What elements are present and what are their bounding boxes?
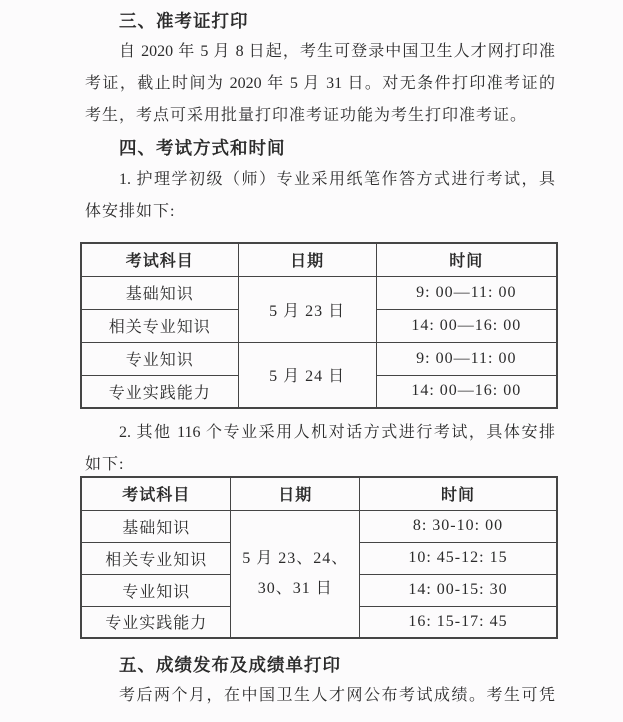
date-line: 30、31 日 <box>257 579 333 597</box>
subject-cell: 专业知识 <box>81 574 231 606</box>
subject-cell: 专业实践能力 <box>81 606 231 638</box>
paragraph-line: 自 2020 年 5 月 8 日起，考生可登录中国卫生人才网打印准 <box>119 43 555 60</box>
paragraph-line: 考证，截止时间为 2020 年 5 月 31 日。对无条件打印准考证的 <box>85 75 555 92</box>
column-header-date: 日期 <box>238 243 376 276</box>
time-cell: 9: 00—11: 00 <box>376 276 557 309</box>
paragraph-line: 如下: <box>85 456 125 473</box>
time-cell: 9: 00—11: 00 <box>376 342 557 375</box>
table-row <box>81 276 557 309</box>
time-cell: 14: 00—16: 00 <box>376 309 557 342</box>
paragraph-line: 体安排如下: <box>85 203 176 220</box>
subject-cell: 相关专业知识 <box>81 542 231 574</box>
time-cell: 14: 00-15: 30 <box>359 574 557 606</box>
date-cell <box>231 510 360 638</box>
column-header-time: 时间 <box>359 477 557 510</box>
paragraph-line: 考生，考点可采用批量打印准考证功能为考生打印准考证。 <box>85 107 528 124</box>
subject-cell: 专业实践能力 <box>81 375 238 408</box>
date-cell: 5 月 23 日 <box>238 276 376 342</box>
subject-cell: 相关专业知识 <box>81 309 238 342</box>
column-header-subject: 考试科目 <box>81 477 231 510</box>
date-cell: 5 月 24 日 <box>238 342 376 408</box>
paragraph-line: 2. 其他 116 个专业采用人机对话方式进行考试，具体安排 <box>119 424 555 441</box>
section-heading-exam-mode-time: 四、考试方式和时间 <box>119 138 286 158</box>
subject-cell: 基础知识 <box>81 276 238 309</box>
time-cell: 14: 00—16: 00 <box>376 375 557 408</box>
paragraph-line: 考后两个月，在中国卫生人才网公布考试成绩。考生可凭 <box>119 687 555 704</box>
subject-cell: 专业知识 <box>81 342 238 375</box>
subject-cell: 基础知识 <box>81 510 231 542</box>
date-line: 5 月 23、24、 <box>242 549 349 567</box>
column-header-time: 时间 <box>376 243 557 276</box>
section-heading-admission-ticket: 三、准考证打印 <box>119 11 249 31</box>
paper-exam-schedule-table <box>80 242 558 409</box>
column-header-subject: 考试科目 <box>81 243 238 276</box>
section-heading-score-release: 五、成绩发布及成绩单打印 <box>119 655 341 675</box>
column-header-date: 日期 <box>231 477 360 510</box>
paragraph-line: 1. 护理学初级（师）专业采用纸笔作答方式进行考试，具 <box>119 171 555 188</box>
table-row <box>81 342 557 375</box>
time-cell: 10: 45-12: 15 <box>359 542 557 574</box>
table-header-row <box>81 243 557 276</box>
table-header-row <box>81 477 557 510</box>
time-cell: 16: 15-17: 45 <box>359 606 557 638</box>
table-row <box>81 510 557 542</box>
time-cell: 8: 30-10: 00 <box>359 510 557 542</box>
computer-exam-schedule-table <box>80 476 558 639</box>
